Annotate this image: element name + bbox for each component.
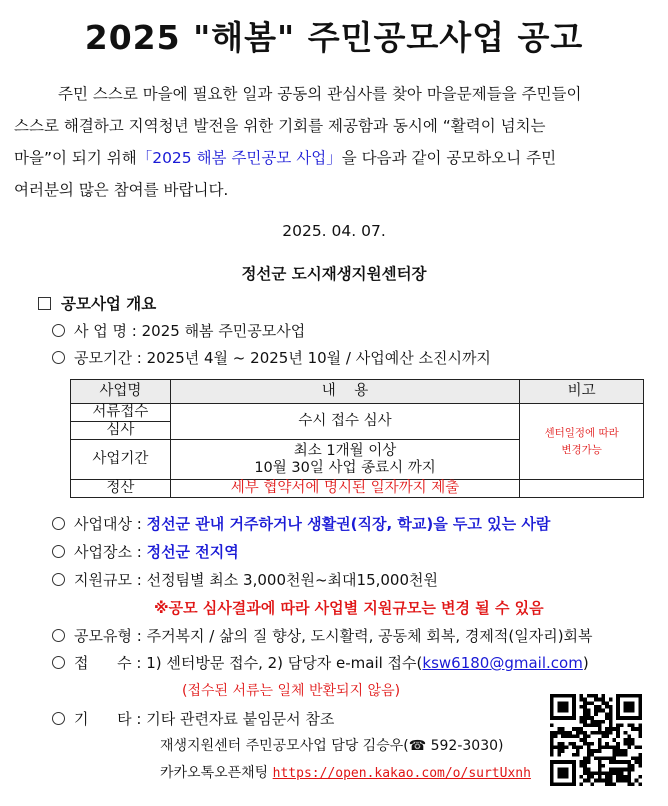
table-header-row [71,380,644,404]
organization-name: 정선군 도시재생지원센터장 [241,265,427,283]
scale-label: 지원규모 : [74,571,142,589]
program-name-highlight: 「2025 해봄 주민공모 사업」 [136,149,342,167]
circle-bullet-icon [52,656,65,669]
qr-code-icon[interactable] [550,694,642,786]
place-label: 사업장소 : [74,543,142,561]
target-value: 정선군 관내 거주하거나 생활권(직장, 학교)을 두고 있는 사람 [146,515,551,533]
etc-item [52,708,334,729]
submit-label: 접 수 : [74,654,142,672]
target-item [52,513,550,534]
empty-note-cell [520,480,644,498]
content-cell [170,440,519,480]
period-label: 공모기간 : [74,349,142,367]
intro-line-3-post: 을 다음과 같이 공모하오니 주민 [341,149,557,167]
circle-bullet-icon [52,351,65,364]
intro-line-2: 스스로 해결하고 지역청년 발전을 위한 기회를 제공함과 동시에 “활력이 넘치는 [14,117,546,135]
submit-value: 1) 센터방문 접수, 2) 담당자 e-mail 접수( [146,654,423,672]
content-cell: 세부 협약서에 명시된 일자까지 제출 [170,480,519,498]
scale-note: ※공모 심사결과에 따라 사업별 지원규모는 변경 될 수 있음 [154,599,544,617]
email-link[interactable]: ksw6180@gmail.com [422,654,583,672]
project-name-item [52,320,305,341]
step-cell: 사업기간 [71,440,171,480]
intro-line-3-pre: 마을”이 되기 위해 [14,149,137,167]
etc-value: 기타 관련자료 붙임문서 참조 [146,710,335,728]
project-name-value: 2025 해봄 주민공모사업 [141,322,306,340]
place-item [52,541,239,562]
header-step: 사업명 [71,380,171,404]
submit-close: ) [582,654,589,672]
page-title: 2025 "해봄" 주민공모사업 공고 [84,18,584,57]
circle-bullet-icon [52,545,65,558]
step-cell: 서류접수 [71,404,171,422]
table-row [71,480,644,498]
submit-item [52,652,589,673]
announcement-date: 2025. 04. 07. [282,222,386,240]
header-content: 내 용 [170,380,519,404]
scale-value: 선정팀별 최소 3,000천원~최대15,000천원 [146,571,438,589]
project-name-label: 사 업 명 : [74,322,137,340]
header-note: 비고 [520,380,644,404]
note-line-1: 센터일정에 따라 [544,426,619,439]
schedule-table [70,379,644,498]
section-heading [38,292,156,314]
content-cell: 수시 접수 심사 [170,404,519,440]
place-value: 정선군 전지역 [146,543,239,561]
content-line-2: 10월 30일 사업 종료시 까지 [254,459,436,476]
intro-line-3 [14,142,556,174]
intro-line-4: 여러분의 많은 참여를 바랍니다. [14,181,229,199]
checkbox-square-icon [38,297,51,310]
table-row [71,404,644,422]
target-label: 사업대상 : [74,515,142,533]
circle-bullet-icon [52,629,65,642]
type-item [52,625,593,646]
kakao-link[interactable]: https://open.kakao.com/o/surtUxnh [272,766,531,781]
kakao-label: 카카오톡오픈채팅 [160,765,269,781]
intro-line-1: 주민 스스로 마을에 필요한 일과 공동의 관심사를 찾아 마을문제들을 주민들이 [58,85,582,103]
submit-note: (접수된 서류는 일체 반환되지 않음) [182,683,401,699]
note-line-2: 변경가능 [561,443,602,456]
kakao-line [160,762,531,782]
note-cell [520,404,644,480]
scale-item [52,569,438,590]
step-cell: 정산 [71,480,171,498]
content-line-1: 최소 1개월 이상 [293,442,397,459]
section-title: 공모사업 개요 [61,295,157,313]
period-value: 2025년 4월 ~ 2025년 10월 / 사업예산 소진시까지 [146,349,491,367]
type-label: 공모유형 : [74,627,142,645]
etc-label: 기 타 : [74,710,142,728]
circle-bullet-icon [52,573,65,586]
contact-line: 재생지원센터 주민공모사업 담당 김승우(☎ 592-3030) [160,738,504,754]
circle-bullet-icon [52,324,65,337]
step-cell: 심사 [71,422,171,440]
type-value: 주거복지 / 삶의 질 향상, 도시활력, 공동체 회복, 경제적(일자리)회복 [146,627,593,645]
period-item [52,347,491,368]
circle-bullet-icon [52,712,65,725]
circle-bullet-icon [52,517,65,530]
